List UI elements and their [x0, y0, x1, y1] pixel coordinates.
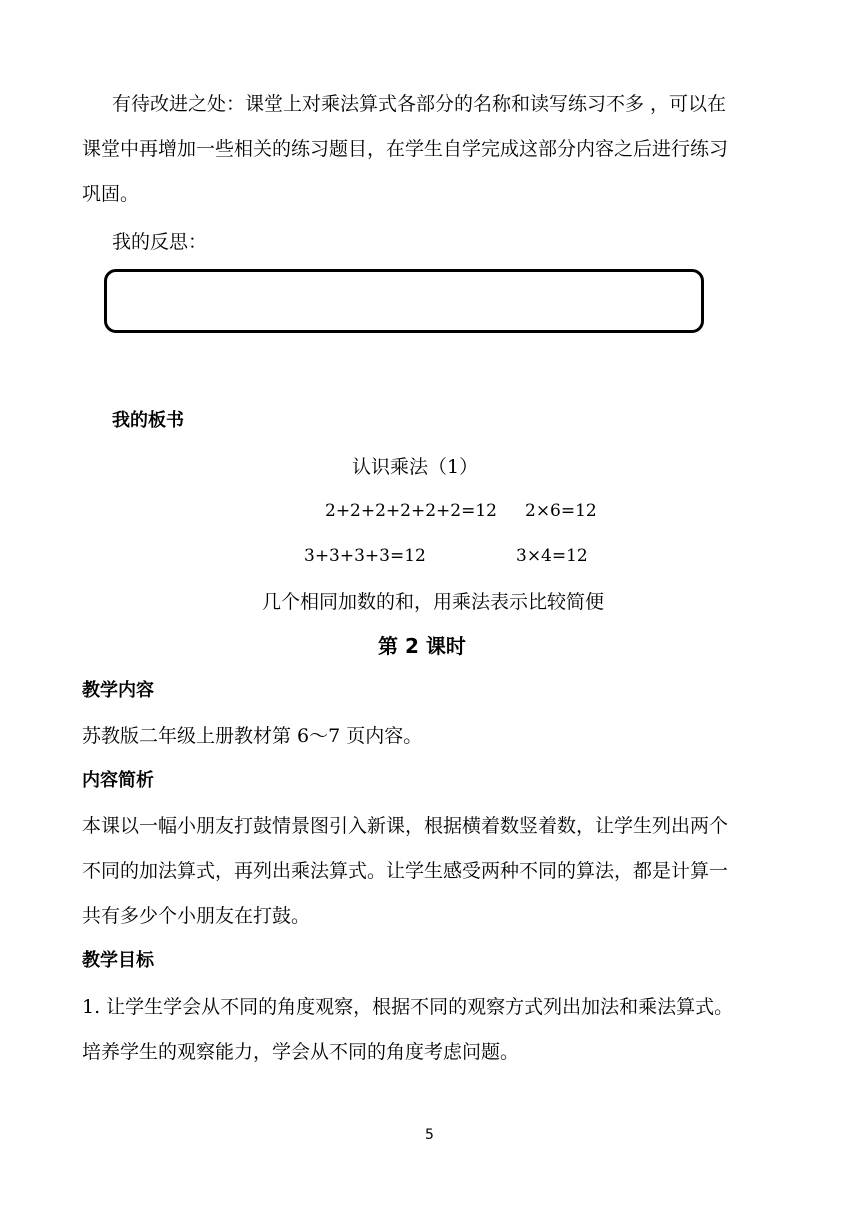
analysis-line-3: 共有多少个小朋友在打鼓。 [82, 905, 311, 927]
board-row1-addition: 2+2+2+2+2+2=12 [325, 501, 497, 521]
improvement-line-3: 巩固。 [82, 183, 140, 205]
board-summary: 几个相同加数的和，用乘法表示比较简便 [262, 591, 605, 613]
analysis-line-2: 不同的加法算式，再列出乘法算式。让学生感受两种不同的算法，都是计算一 [82, 860, 729, 882]
reflection-box [104, 269, 704, 333]
board-heading: 我的板书 [112, 410, 184, 431]
board-title: 认识乘法（1） [352, 456, 479, 478]
content-heading: 教学内容 [82, 680, 154, 701]
reflection-label: 我的反思： [112, 231, 208, 253]
page-number: 5 [425, 1127, 434, 1143]
goals-line-2: 培养学生的观察能力，学会从不同的角度考虑问题。 [82, 1041, 520, 1063]
content-text: 苏教版二年级上册教材第 6～7 页内容。 [82, 725, 423, 747]
board-row1-multiplication: 2×6=12 [525, 501, 597, 521]
goals-line-1: 1. 让学生学会从不同的角度观察，根据不同的观察方式列出加法和乘法算式。 [82, 996, 734, 1018]
analysis-heading: 内容简析 [82, 770, 154, 791]
board-row2-addition: 3+3+3+3=12 [304, 546, 426, 566]
lesson-title: 第 2 课时 [378, 634, 466, 658]
goals-heading: 教学目标 [82, 950, 154, 971]
board-row2-multiplication: 3×4=12 [516, 546, 588, 566]
improvement-line-2: 课堂中再增加一些相关的练习题目，在学生自学完成这部分内容之后进行练习 [82, 138, 729, 160]
improvement-line-1: 有待改进之处：课堂上对乘法算式各部分的名称和读写练习不多 ，可以在 [112, 93, 727, 115]
analysis-line-1: 本课以一幅小朋友打鼓情景图引入新课，根据横着数竖着数，让学生列出两个 [82, 815, 729, 837]
